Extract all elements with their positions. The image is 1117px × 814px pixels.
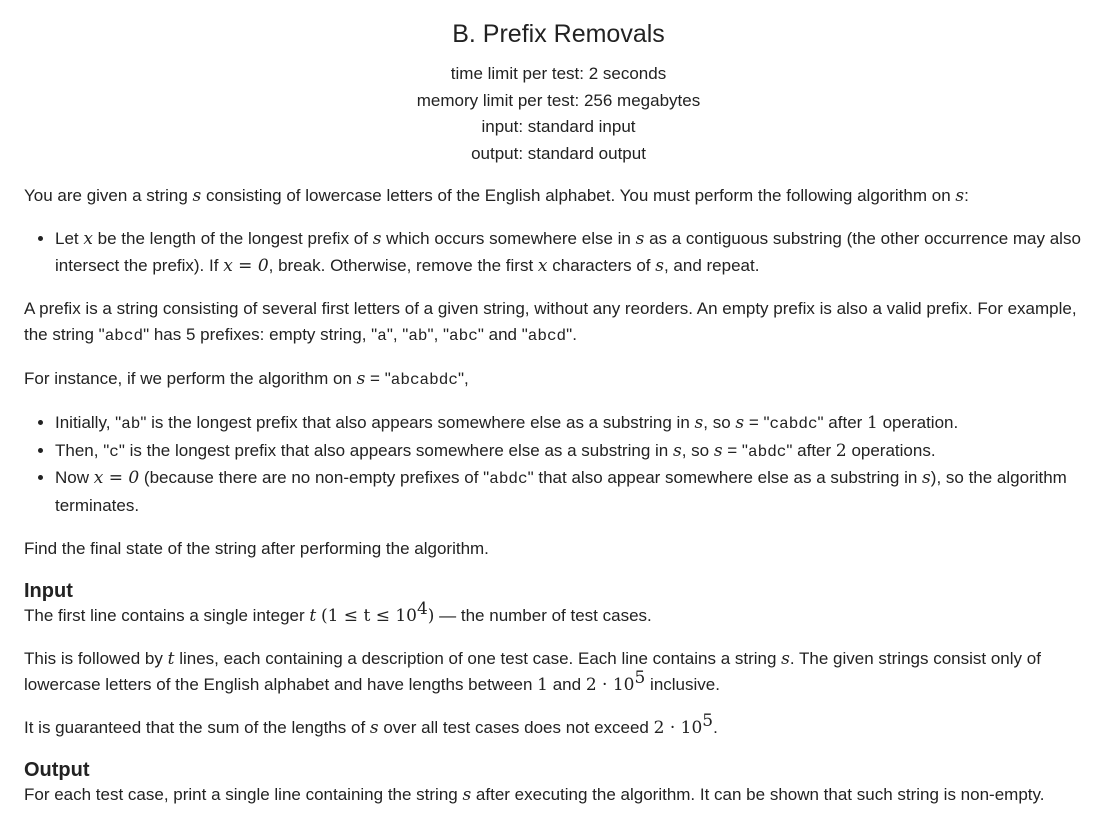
algorithm-list xyxy=(24,226,1093,279)
input-section-title: Input xyxy=(24,580,73,602)
input-line-1: The first line contains a single integer t $(1 \le t \le 10^4)$ — the number of test cases. xyxy=(24,599,652,626)
intro-paragraph: You are given a string s consisting of lowercase letters of the English alphabet. You must perform the following algorithm on s: xyxy=(24,186,969,206)
output-section-title: Output xyxy=(24,759,90,781)
find-paragraph: Find the final state of the string after performing the algorithm. xyxy=(24,539,489,558)
input-line-2: This is followed by t lines, each containing a description of one test case. Each line contains a string s. The given strings consist only of lowercase letters of the English alphabet and have lengths between 1 and $2 \cdot 10^5$ inclusive. xyxy=(24,649,1041,695)
output-line-1: For each test case, print a single line containing the string s after executing the algorithm. It can be shown that such string is non-empty. xyxy=(24,785,1045,805)
problem-statement xyxy=(24,183,1093,562)
list-item: • Now x = 0 (because there are no non-empty prefixes of "abdc" that also appear somewhere else as a substring in s), so the algorithm terminates. xyxy=(55,465,1093,519)
example-paragraph: For instance, if we perform the algorithm on s = "abcabdc", xyxy=(24,369,469,389)
problem-title: B. Prefix Removals xyxy=(452,20,665,48)
example-steps-list xyxy=(24,410,1093,519)
list-item: • Let x be the length of the longest prefix of s which occurs somewhere else in s as a contiguous substring (the other occurrence may also intersect the prefix). If x = 0, break. Otherwise, remove the first x characters of s, and repeat. xyxy=(55,226,1093,279)
problem-header xyxy=(24,0,1093,167)
memory-limit: memory limit per test: 256 megabytes xyxy=(416,90,701,110)
output-file: output: standard output xyxy=(471,143,646,163)
input-file: input: standard input xyxy=(481,117,636,136)
prefix-paragraph: A prefix is a string consisting of several first letters of a given string, without any reorders. An empty prefix is also a valid prefix. For example, the string "abcd" has 5 prefixes: empty string, "a", "ab", "abc" and "abcd". xyxy=(24,299,1077,345)
time-limit: time limit per test: 2 seconds xyxy=(450,64,667,83)
list-item: • Then, "c" is the longest prefix that also appears somewhere else as a substring in s, so s = "abdc" after 2 operations. xyxy=(55,438,1093,466)
input-line-3: It is guaranteed that the sum of the lengths of s over all test cases does not exceed $2 \cdot 10^5$. xyxy=(24,711,718,738)
list-item: • Initially, "ab" is the longest prefix that also appears somewhere else as a substring in s, so s = "cabdc" after 1 operation. xyxy=(55,410,1093,438)
